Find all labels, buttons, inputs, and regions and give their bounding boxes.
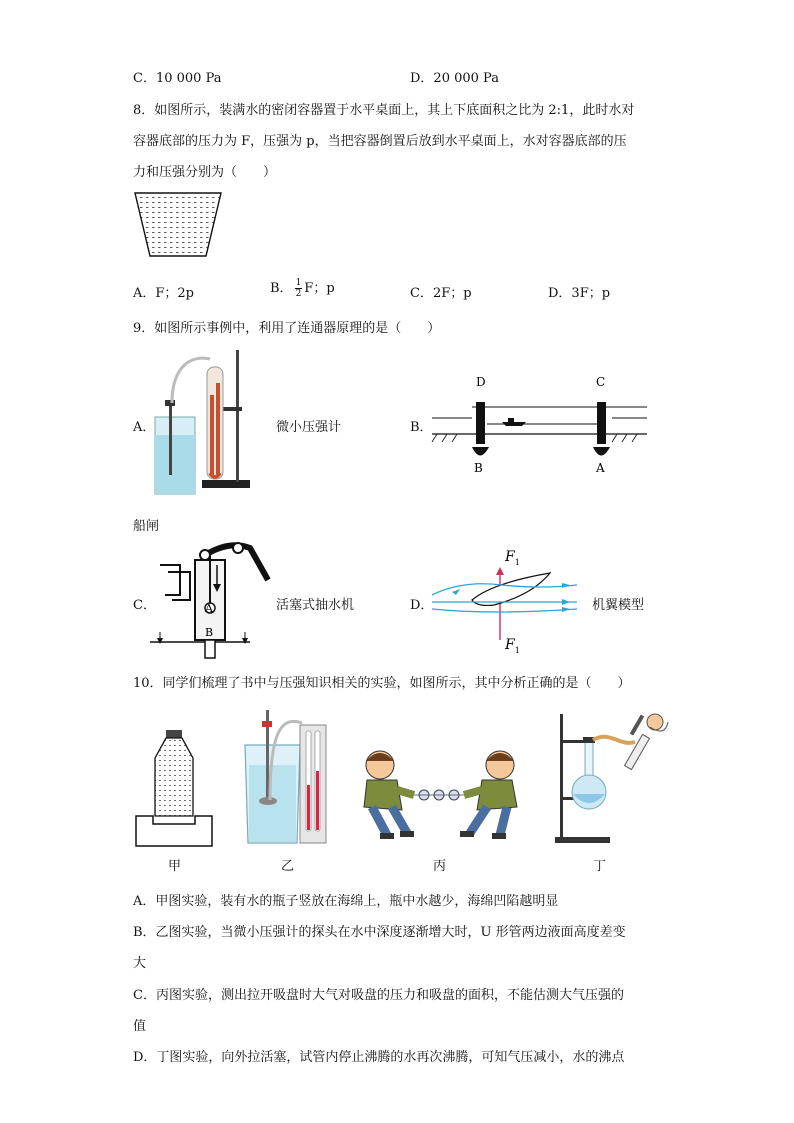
q8-stem-line-3: 力和压强分别为（ ） — [133, 165, 277, 180]
q9-option-d-letter: D． — [410, 598, 434, 613]
lock-label-c: C — [596, 375, 606, 389]
wing-force-bottom-label — [504, 637, 520, 655]
q9-option-a-letter: A． — [133, 420, 156, 435]
q8-option-b-fraction — [295, 278, 303, 299]
q9-option-a-label: 微小压强计 — [276, 420, 342, 435]
q8-container-figure — [133, 190, 223, 260]
wing-force-top-letter: F — [505, 549, 515, 565]
q9-option-b-letter: B． — [410, 420, 433, 435]
q10-fig-label-bing: 丙 — [433, 859, 447, 874]
q10-fig-ding-boiling-flask — [555, 712, 670, 847]
q10-option-a: A．甲图实验，装有水的瓶子竖放在海绵上，瓶中水越少，海绵凹陷越明显 — [133, 894, 559, 909]
lock-label-b: B — [474, 461, 483, 475]
fraction-denominator: 2 — [295, 289, 302, 299]
q8-option-b — [270, 277, 335, 299]
q8-option-d: D．3F；p — [548, 286, 611, 301]
q10-option-b-line-2: 大 — [133, 956, 147, 971]
q8-option-c: C．2F；p — [410, 286, 472, 301]
q9-d-wing-model-figure — [432, 545, 582, 655]
q10-option-c-line-1: C．丙图实验，测出拉开吸盘时大气对吸盘的压力和吸盘的面积，不能估测大气压强的 — [133, 988, 624, 1003]
q10-fig-label-jia: 甲 — [168, 859, 182, 874]
wing-force-top-sub: 1 — [514, 558, 520, 567]
q10-fig-label-ding: 丁 — [593, 859, 607, 874]
q10-fig-bing-suction-cup-pull — [352, 745, 527, 845]
q9-stem: 9．如图所示事例中，利用了连通器原理的是（ ） — [133, 321, 441, 336]
q10-option-c-line-2: 值 — [133, 1019, 147, 1034]
pump-valve-a-label: A — [205, 602, 213, 615]
q8-stem-line-1: 8．如图所示，装满水的密闭容器置于水平桌面上，其上下底面积之比为 2:1，此时水对 — [133, 103, 635, 118]
q10-fig-label-yi: 乙 — [281, 859, 295, 874]
q10-option-d-line-1: D．丁图实验，向外拉活塞，试管内停止沸腾的水再次沸腾，可知气压减小，水的沸点 — [133, 1050, 625, 1065]
wing-force-top-label — [504, 549, 520, 567]
q8-stem-line-2: 容器底部的压力为 F，压强为 p，当把容器倒置后放到水平桌面上，水对容器底部的压 — [133, 134, 627, 149]
wing-force-bottom-letter: F — [505, 637, 515, 653]
wing-force-bottom-sub: 1 — [514, 646, 520, 655]
lock-label-a: A — [596, 461, 605, 475]
lock-label-d: D — [476, 375, 486, 389]
q9-c-piston-pump-figure — [150, 540, 270, 658]
q8-option-b-text: F；p — [304, 281, 335, 296]
q9-option-c-label: 活塞式抽水机 — [276, 598, 355, 613]
q7-option-c: C．10 000 Pa — [133, 71, 222, 86]
q9-option-b-label: 船闸 — [133, 519, 160, 534]
q10-fig-yi-pressure-gauge — [240, 705, 332, 847]
q9-option-d-label: 机翼模型 — [592, 598, 645, 613]
q8-option-b-letter: B． — [270, 281, 293, 296]
q10-stem: 10．同学们梳理了书中与压强知识相关的实验，如图所示，其中分析正确的是（ ） — [133, 676, 631, 691]
q8-option-a: A．F；2p — [133, 286, 195, 301]
q7-option-d: D．20 000 Pa — [410, 71, 499, 86]
pump-valve-b-label: B — [205, 626, 214, 639]
q9-a-pressure-gauge-figure — [152, 345, 262, 497]
q9-option-c-letter: C． — [133, 598, 156, 613]
q10-option-b-line-1: B．乙图实验，当微小压强计的探头在水中深度逐渐增大时，U 形管两边液面高度差变 — [133, 925, 626, 940]
q9-b-ship-lock-figure — [432, 372, 647, 477]
q10-fig-jia-bottle-on-sponge — [133, 728, 215, 848]
fraction-numerator: 1 — [295, 278, 302, 288]
